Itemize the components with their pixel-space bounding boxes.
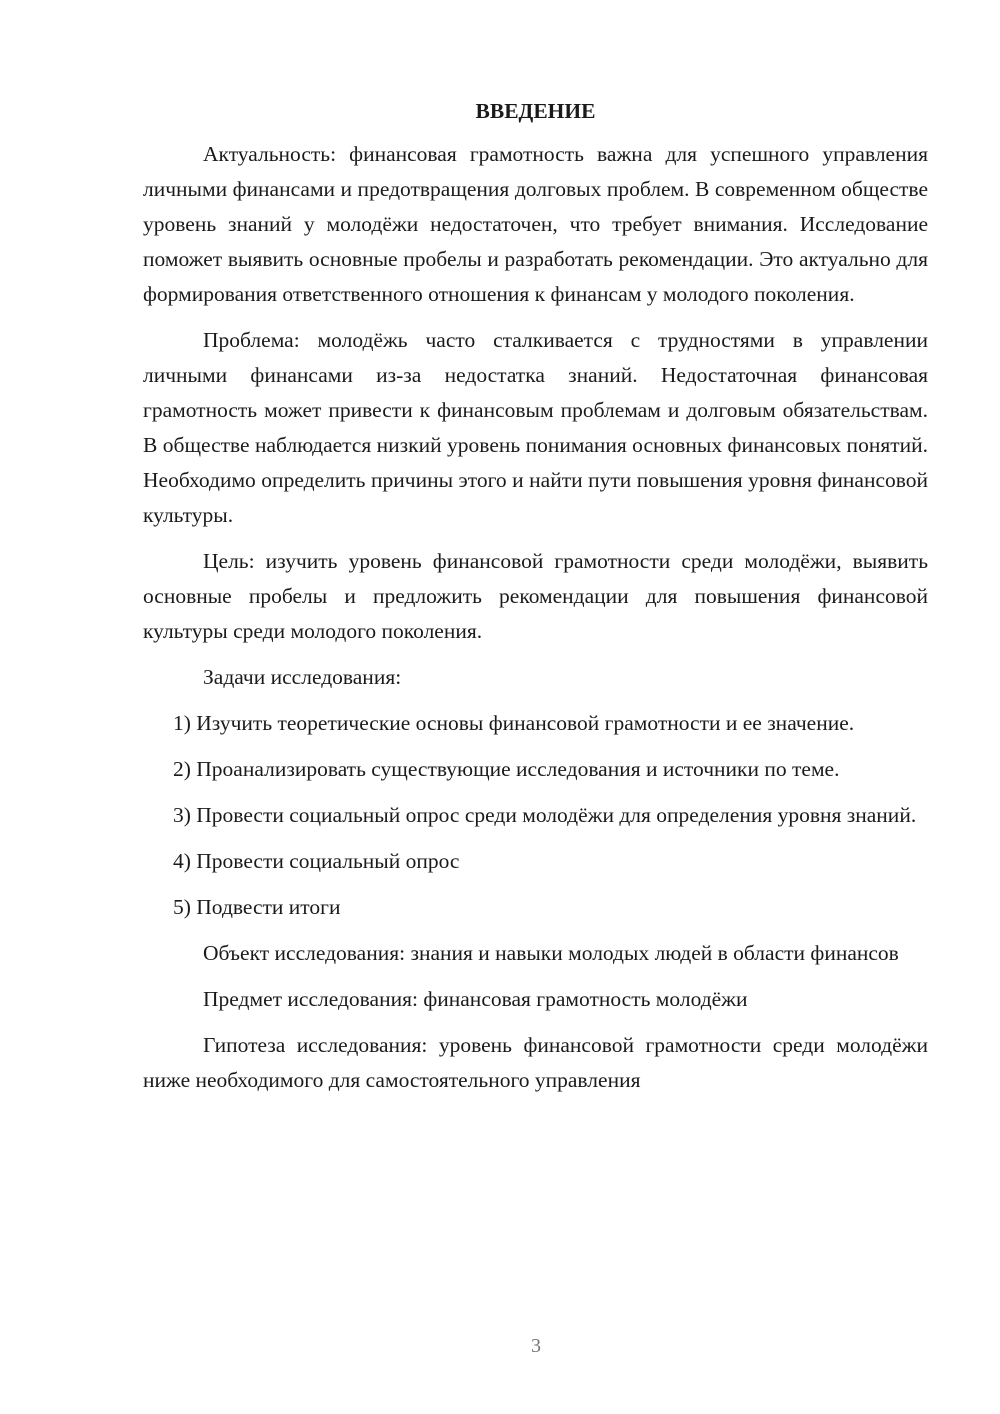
object-paragraph: Объект исследования: знания и навыки молодых людей в области финансов — [203, 941, 899, 965]
task-item-2: 2) Проанализировать существующие исследования и источники по теме. — [173, 757, 840, 781]
hypothesis-paragraph: Гипотеза исследования: уровень финансовой грамотности среди молодёжи ниже необходимого для самостоятельного управления — [143, 1033, 928, 1092]
subject-paragraph: Предмет исследования: финансовая грамотность молодёжи — [203, 987, 748, 1011]
tasks-heading: Задачи исследования: — [203, 665, 402, 689]
problem-paragraph: Проблема: молодёжь часто сталкивается с трудностями в управлении личными финансами из-за недостатка знаний. Недостаточная финансовая грамотность может привести к финансовым проблемам и долговым обязательствам. В обществе наблюдается низкий уровень понимания основных финансовых понятий. Необходимо определить причины этого и найти пути повышения уровня финансовой культуры. — [143, 328, 928, 527]
task-item-3: 3) Провести социальный опрос среди молодёжи для определения уровня знаний. — [173, 803, 917, 827]
task-item-1: 1) Изучить теоретические основы финансовой грамотности и ее значение. — [173, 711, 855, 735]
document-body — [143, 96, 928, 1098]
goal-paragraph: Цель: изучить уровень финансовой грамотности среди молодёжи, выявить основные пробелы и предложить рекомендации для повышения финансовой культуры среди молодого поколения. — [143, 549, 928, 643]
page-number: 3 — [531, 1335, 541, 1357]
relevance-paragraph: Актуальность: финансовая грамотность важна для успешного управления личными финансами и предотвращения долговых проблем. В современном обществе уровень знаний у молодёжи недостаточен, что требует внимания. Исследование поможет выявить основные пробелы и разработать рекомендации. Это актуально для формирования ответственного отношения к финансам у молодого поколения. — [143, 142, 928, 306]
page-title: ВВЕДЕНИЕ — [475, 99, 596, 123]
task-item-5: 5) Подвести итоги — [173, 895, 341, 919]
task-item-4: 4) Провести социальный опрос — [173, 849, 460, 873]
